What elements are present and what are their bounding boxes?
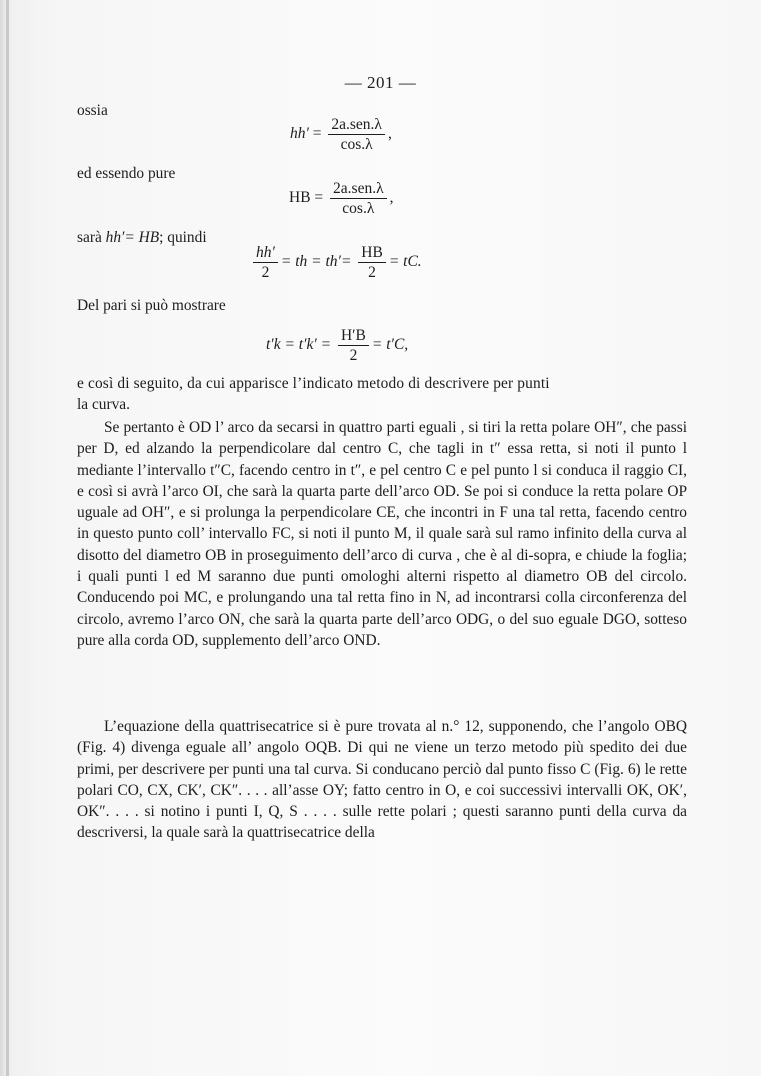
paragraph-1	[77, 417, 687, 651]
eq1-equals: =	[312, 125, 322, 143]
eq2-numerator: 2a.sen.λ	[330, 180, 387, 199]
page-number: — 201 —	[344, 73, 417, 92]
eq3-denominator-1: 2	[261, 264, 270, 281]
eq3-numerator-2: HB	[358, 244, 386, 263]
eq4-lhs: t′k = t′k′ =	[266, 336, 332, 354]
eq2-fraction	[330, 180, 387, 217]
eq3-middle: = th = th′=	[280, 253, 352, 271]
eq1-numerator: 2a.sen.λ	[328, 116, 385, 135]
text-sara-quindi	[77, 229, 207, 247]
text-ed-essendo-pure: ed essendo pure	[77, 165, 176, 182]
text-quindi: ; quindi	[159, 229, 207, 246]
eq2-tail: ,	[389, 189, 394, 207]
eq1-denominator: cos.λ	[340, 136, 373, 153]
eq2-lhs: HB	[289, 189, 311, 207]
inline-equation: hh′= HB	[105, 229, 160, 246]
eq3-fraction-1	[253, 244, 278, 281]
text-del-pari: Del pari si può mostrare	[77, 297, 226, 314]
text-e-cosi: e così di seguito, da cui apparisce l’indicato metodo di descrivere per punti	[77, 375, 550, 392]
eq4-fraction	[338, 327, 369, 364]
eq1-fraction	[328, 116, 385, 153]
eq1-tail: ,	[387, 125, 392, 143]
eq3-tail: = tC.	[388, 253, 422, 271]
equation-tk	[266, 327, 408, 364]
text-sara: sarà	[77, 229, 106, 246]
eq4-numerator: H′B	[338, 327, 369, 346]
text-la-curva: la curva.	[77, 396, 130, 413]
paragraph-2	[77, 716, 687, 844]
eq2-denominator: cos.λ	[342, 200, 375, 217]
eq3-numerator-1: hh′	[253, 244, 278, 263]
equation-hh-prime	[290, 116, 392, 153]
text-ossia: ossia	[77, 102, 108, 119]
equation-th	[250, 244, 422, 281]
eq4-tail: = t′C,	[371, 336, 409, 354]
paragraph-1-text: Se pertanto è OD l’ arco da secarsi in quattro parti eguali , si tiri la retta polare OH″, che passi per D, ed alzando la perpendicolare dal centro C, che tagli in t″ essa retta, si noti il punto l mediante l’intervallo t″C, facendo centro in t″, e pel centro C e pel punto l si conduca il raggio CI, e così si avrà l’arco OI, che sarà la quarta parte dell’arco OD. Se poi si conduce la retta polare OP uguale ad OH″, e si prolunga la perpendicolare CE, che incontri in F una tal retta, facendo centro in questo punto coll’ intervallo FC, si noti il punto M, il quale sarà sul ramo infinito della curva al disotto del diametro OB in proseguimento dell’arco di curva , che è al di-sopra, e chiude la foglia; i quali punti l ed M saranno due punti omologhi alterni rispetto al diametro OB del circolo. Conducendo poi MC, e prolungando una tal retta fino in N, ad incontrarsi colla circonferenza del circolo, avremo l’arco ON, che sarà la quarta parte dell’arco ODG, o del suo eguale DGO, sotteso pure alla corda OD, supplemento dell’arco OND.	[77, 419, 687, 649]
eq2-equals: =	[314, 189, 324, 207]
eq4-denominator: 2	[349, 347, 358, 364]
eq1-lhs: hh′	[290, 125, 309, 143]
eq3-denominator-2: 2	[368, 264, 376, 281]
equation-hb	[289, 180, 393, 217]
eq3-fraction-2	[358, 244, 386, 281]
book-spine-shadow	[6, 0, 9, 1076]
paragraph-2-text: L’equazione della quattrisecatrice si è pure trovata al n.° 12, supponendo, che l’angolo OBQ (Fig. 4) divenga eguale all’ angolo OQB. Di qui ne viene un terzo metodo più spedito dei due primi, per descrivere per punti una tal curva. Si conducano perciò dal punto fisso C (Fig. 6) le rette polari CO, CX, CK′, CK″. . . . all’asse OY; fatto centro in O, e coi successivi intervalli OK, OK′, OK″. . . . si notino i punti I, Q, S . . . . sulle rette polari ; questi saranno punti della curva da descriversi, la quale sarà la quattrisecatrice della	[77, 718, 687, 842]
